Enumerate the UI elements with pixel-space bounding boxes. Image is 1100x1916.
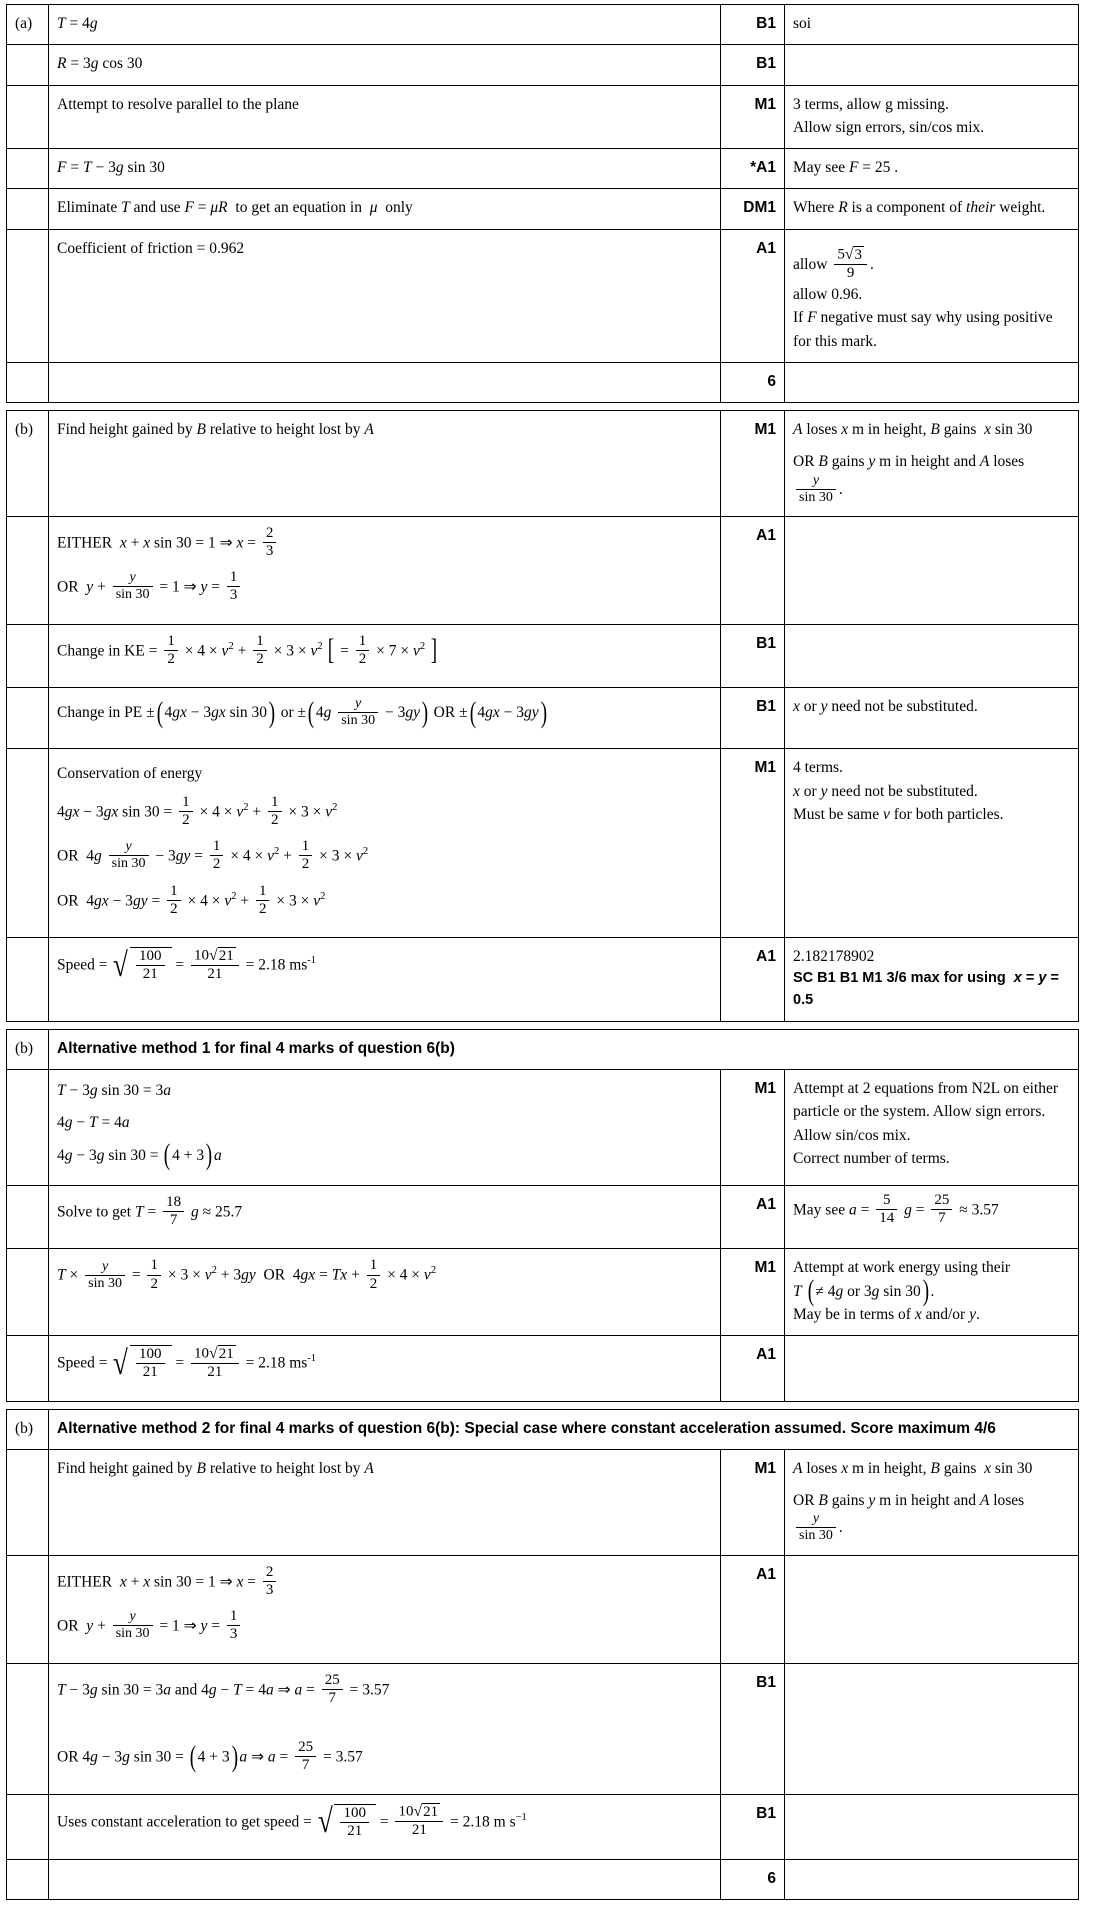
alt-method-1-heading: Alternative method 1 for final 4 marks of question 6(b): [49, 1029, 1079, 1069]
table-row: [7, 1449, 1079, 1555]
note-cell: [785, 938, 1079, 1022]
fraction-1-over-2: $\frac{1}{2}$: [268, 794, 282, 830]
working-cell: [49, 1663, 721, 1794]
part-label-blank: [7, 362, 49, 402]
working-cell: [49, 1336, 721, 1402]
table-row: [7, 1249, 1079, 1336]
mark-code: M1: [721, 1070, 785, 1186]
table-row: [7, 149, 1079, 189]
fraction-5-over-14: $\frac{5}{14}$: [876, 1192, 897, 1228]
working-cell: [49, 749, 721, 938]
working-line: Speed = √ $\frac{100}{21}$ = $\frac{10√21}{21}$ = 2.18 $ms^{-1}$: [57, 946, 317, 984]
section-total-b: 6: [721, 1860, 785, 1900]
note-cell: [785, 516, 1079, 624]
right-bracket: ]: [430, 634, 438, 667]
working-cell: Attempt to resolve parallel to the plane: [49, 85, 721, 149]
working-line: 4g − 3g sin 30 = ( 4 + 3) a: [57, 1138, 222, 1171]
working-line: EITHER x + x sin 30 = 1 ⇒ x = $\frac{2}{3}$: [57, 1565, 712, 1601]
fraction-y-over-sin30: $\frac{y}{\sin 30}$: [109, 839, 149, 872]
note-cell: [785, 1336, 1079, 1402]
note-cell: [785, 1249, 1079, 1336]
part-label-blank: [7, 149, 49, 189]
mark-code: B1: [721, 5, 785, 45]
fraction-10root21-over-21: $\frac{10√21}{21}$: [191, 1345, 239, 1382]
mark-scheme-table: [6, 4, 1079, 1900]
note-cell: [785, 45, 1079, 85]
fraction-1-over-2: $\frac{1}{2}$: [210, 838, 224, 874]
part-label-blank: [7, 1555, 49, 1663]
working-cell: [49, 1860, 721, 1900]
table-row: [7, 229, 1079, 362]
part-label-blank: [7, 1336, 49, 1402]
table-row-total: [7, 362, 1079, 402]
part-label-blank: [7, 1249, 49, 1336]
note-line: T ( ≠ 4g or 3g sin 30) .: [793, 1274, 935, 1307]
fraction-1-over-3: $\frac{1}{3}$: [227, 569, 241, 605]
working-cell: F = T − 3g sin 30: [49, 149, 721, 189]
fraction-1-over-2: $\frac{1}{2}$: [147, 1257, 161, 1293]
table-row-total: [7, 1860, 1079, 1900]
working-cell: [49, 362, 721, 402]
fraction-y-over-sin30: $\frac{y}{\sin 30}$: [85, 1259, 125, 1292]
note-cell: [785, 749, 1079, 938]
fraction-2-over-3: $\frac{2}{3}$: [263, 525, 277, 561]
note-line: A loses x m in height, B gains x sin 30: [793, 421, 1033, 438]
part-label-b: (b): [7, 1409, 49, 1449]
fraction-2-over-3: $\frac{2}{3}$: [263, 1564, 277, 1600]
mark-code: B1: [721, 624, 785, 688]
working-cell: [49, 1794, 721, 1860]
table-row: [7, 189, 1079, 229]
part-label-blank: [7, 85, 49, 149]
working-cell: Find height gained by B relative to height lost by A: [49, 1449, 721, 1555]
working-line: OR 4g $\frac{y}{\sin 30}$ − 3gy = $\frac{1}{2}$ × $4 \times v^2$ + $\frac{1}{2}$ × $3 \times v^2$: [57, 838, 369, 873]
fraction-1-over-2: $\frac{1}{2}$: [367, 1257, 381, 1293]
fraction-1-over-2: $\frac{1}{2}$: [167, 883, 181, 919]
part-label-blank: [7, 1794, 49, 1860]
mark-code: A1: [721, 1185, 785, 1249]
table-row: [7, 1663, 1079, 1794]
working-cell: Coefficient of friction = 0.962: [49, 229, 721, 362]
note-line: Must be same v for both particles.: [793, 805, 1004, 823]
fraction-10root21-over-21: $\frac{10√21}{21}$: [191, 947, 239, 984]
note-cell: [785, 1663, 1079, 1794]
mark-code: M1: [721, 1249, 785, 1336]
note-line: allow $\frac{5√3}{9}$ .: [793, 245, 874, 281]
part-label-blank: [7, 749, 49, 938]
note-cell: [785, 1794, 1079, 1860]
fraction-1-over-2: $\frac{1}{2}$: [356, 633, 370, 669]
mark-code: M1: [721, 411, 785, 517]
part-label-b: (b): [7, 1029, 49, 1069]
mark-code: *A1: [721, 149, 785, 189]
working-cell: [49, 624, 721, 688]
part-label-blank: [7, 624, 49, 688]
fraction-1-over-2: $\frac{1}{2}$: [164, 633, 178, 669]
table-row: [7, 1794, 1079, 1860]
working-line: OR 4gx − 3gy = $\frac{1}{2}$ × $4 \times v^2$ + $\frac{1}{2}$ × $3 \times v^2$: [57, 882, 326, 917]
part-label-blank: [7, 1449, 49, 1555]
working-line: Solve to get T = $\frac{18}{7}$ g ≈ 25.7: [57, 1193, 243, 1229]
note-line: 4 terms.: [793, 759, 843, 777]
table-row: [7, 1185, 1079, 1249]
sqrt-100-over-21: √ $\frac{100}{21}$: [111, 947, 171, 985]
fraction-y-over-sin30: $\frac{y}{\sin 30}$: [113, 1609, 153, 1642]
note-line-sc: SC B1 B1 M1 3/6 max for using x = y = 0.5: [793, 970, 1059, 1009]
table-row: [7, 1336, 1079, 1402]
working-cell: [49, 1185, 721, 1249]
note-cell: [785, 85, 1079, 149]
note-line: OR B gains y m in height and A loses $\frac{y}{\sin 30}$ .: [793, 453, 1025, 505]
note-line: 2.182178902: [793, 948, 875, 966]
mark-code: A1: [721, 229, 785, 362]
table-row-header: [7, 1029, 1079, 1069]
note-cell: [785, 1860, 1079, 1900]
table-row: [7, 938, 1079, 1022]
working-cell: [49, 516, 721, 624]
working-line: Change in KE = $\frac{1}{2}$ × $4 \times v^2$ + $\frac{1}{2}$ × $3 \times v^2$ [ = $\frac{1}{2}$ × $7 \times v^2$ ]: [57, 632, 438, 667]
fraction-1-over-2: $\frac{1}{2}$: [179, 794, 193, 830]
note-line: If F negative must say why using positive for this mark.: [793, 309, 1053, 350]
working-line: T − 3g sin 30 = 3a and 4g − T = 4a ⇒ a = $\frac{25}{7}$ = 3.57: [57, 1671, 390, 1706]
working-line: T × $\frac{y}{\sin 30}$ = $\frac{1}{2}$ × $3 \times v^2 + 3gy$ OR 4gx = Tx + $\frac{1}{2}$ × $4 \times v^2$: [57, 1257, 437, 1292]
sqrt-100-over-21: √ $\frac{100}{21}$: [111, 1345, 171, 1383]
fraction-1-over-2: $\frac{1}{2}$: [253, 633, 267, 669]
note-cell: May see a = $\frac{5}{14}$ g = $\frac{25}{7}$ ≈ 3.57: [785, 1185, 1079, 1249]
fraction-y-over-sin30: $\frac{y}{\sin 30}$: [338, 696, 378, 729]
part-label-blank: [7, 189, 49, 229]
working-cell: Eliminate T and use F = μR to get an equation in μ only: [49, 189, 721, 229]
note-cell: x or y need not be substituted.: [785, 688, 1079, 749]
note-cell: [785, 362, 1079, 402]
note-cell: May see F = 25 .: [785, 149, 1079, 189]
mark-code: B1: [721, 688, 785, 749]
mark-code: A1: [721, 1555, 785, 1663]
note-line: Attempt at 2 equations from N2L on either: [793, 1080, 1059, 1098]
note-cell: [785, 1070, 1079, 1186]
note-cell: [785, 411, 1079, 517]
fraction-y-over-sin30: $\frac{y}{\sin 30}$: [796, 473, 836, 506]
table-row: [7, 1070, 1079, 1186]
part-label-blank: [7, 938, 49, 1022]
working-heading: Conservation of energy: [57, 765, 203, 783]
part-label-blank: [7, 45, 49, 85]
note-line: Correct number of terms.: [793, 1149, 950, 1167]
part-label-blank: [7, 688, 49, 749]
working-line: OR y + $\frac{y}{\sin 30}$ = 1 ⇒ y = $\frac{1}{3}$: [57, 570, 712, 606]
table-row: [7, 5, 1079, 45]
section-total-a: 6: [721, 362, 785, 402]
note-cell: soi: [785, 5, 1079, 45]
fraction-25-over-7: $\frac{25}{7}$: [322, 1672, 343, 1708]
note-line: Allow sin/cos mix.: [793, 1126, 911, 1144]
working-cell: [49, 1070, 721, 1186]
note-line: Allow sign errors, sin/cos mix.: [793, 118, 985, 136]
sqrt-100-over-21: √ $\frac{100}{21}$: [316, 1804, 376, 1842]
working-line: OR 4g − 3g sin 30 = ( 4 + 3) a ⇒ a = $\frac{25}{7}$ = 3.57: [57, 1739, 363, 1774]
row-spacer: [7, 1401, 1079, 1409]
table-row: [7, 688, 1079, 749]
working-cell: T = 4g: [49, 5, 721, 45]
mark-code: A1: [721, 516, 785, 624]
row-spacer: [7, 1021, 1079, 1029]
note-cell: [785, 1449, 1079, 1555]
left-bracket: [: [328, 634, 335, 667]
fraction-5root3-over-9: $\frac{5√3}{9}$: [834, 246, 867, 283]
table-row: [7, 749, 1079, 938]
mark-code: DM1: [721, 189, 785, 229]
fraction-1-over-3: $\frac{1}{3}$: [227, 1608, 241, 1644]
mark-code: M1: [721, 85, 785, 149]
fraction-18-over-7: $\frac{18}{7}$: [163, 1194, 184, 1230]
working-line: 4g − T = 4a: [57, 1114, 130, 1132]
table-row: [7, 411, 1079, 517]
part-label-blank: [7, 229, 49, 362]
note-line: 3 terms, allow g missing.: [793, 95, 949, 113]
fraction-y-over-sin30: $\frac{y}{\sin 30}$: [796, 1511, 836, 1544]
part-label-blank: [7, 1663, 49, 1794]
part-label-blank: [7, 516, 49, 624]
note-cell: Where R is a component of their weight.: [785, 189, 1079, 229]
table-row: [7, 85, 1079, 149]
note-line: particle or the system. Allow sign errors.: [793, 1103, 1046, 1121]
working-cell: [49, 938, 721, 1022]
note-cell: [785, 1555, 1079, 1663]
note-line: allow 0.96.: [793, 286, 863, 303]
note-allow-label: allow: [793, 255, 828, 273]
working-cell: [49, 1249, 721, 1336]
fraction-y-over-sin30: $\frac{y}{\sin 30}$: [113, 570, 153, 603]
note-line: OR B gains y m in height and A loses $\frac{y}{\sin 30}$ .: [793, 1492, 1025, 1544]
mark-code: A1: [721, 938, 785, 1022]
table-row: [7, 1555, 1079, 1663]
part-label-b: (b): [7, 411, 49, 517]
mark-code: B1: [721, 1794, 785, 1860]
working-line: Speed = √ $\frac{100}{21}$ = $\frac{10√21}{21}$ = 2.18 $ms^{-1}$: [57, 1344, 317, 1382]
table-row: [7, 45, 1079, 85]
table-row: [7, 624, 1079, 688]
working-line: Change in PE ±( 4gx − 3gx sin 30) or ±( 4g $\frac{y}{\sin 30}$ − 3gy) OR ±( 4gx − 3gy): [57, 696, 547, 729]
working-cell: [49, 688, 721, 749]
working-line: 4gx − 3gx sin 30 = $\frac{1}{2}$ × $4 \times v^2$ + $\frac{1}{2}$ × $3 \times v^2$: [57, 793, 338, 828]
note-line: A loses x m in height, B gains x sin 30: [793, 1459, 1033, 1477]
working-line: T − 3g sin 30 = 3a: [57, 1082, 171, 1100]
part-label-blank: [7, 1070, 49, 1186]
mark-code: M1: [721, 1449, 785, 1555]
part-label-blank: [7, 1185, 49, 1249]
fraction-10root21-over-21: $\frac{10√21}{21}$: [395, 1803, 443, 1840]
table-row-header: [7, 1409, 1079, 1449]
note-line: May be in terms of x and/or y.: [793, 1305, 980, 1323]
alt-method-2-heading: Alternative method 2 for final 4 marks of question 6(b): Special case where constant acceleration assumed. Score maximum 4/6: [49, 1409, 1079, 1449]
table-row: [7, 516, 1079, 624]
mark-code: M1: [721, 749, 785, 938]
working-line: OR y + $\frac{y}{\sin 30}$ = 1 ⇒ y = $\frac{1}{3}$: [57, 1609, 712, 1645]
working-cell: [49, 1555, 721, 1663]
mark-code: B1: [721, 45, 785, 85]
note-line: Attempt at work energy using their: [793, 1259, 1011, 1277]
part-label-blank: [7, 1860, 49, 1900]
working-line: Uses constant acceleration to get speed = √ $\frac{100}{21}$ = $\frac{10√21}{21}$ = 2.18 m $s^{-1}$: [57, 1803, 527, 1841]
note-line: x or y need not be substituted.: [793, 782, 978, 800]
note-cell: [785, 229, 1079, 362]
fraction-1-over-2: $\frac{1}{2}$: [256, 883, 270, 919]
working-line: EITHER x + x sin 30 = 1 ⇒ x = $\frac{2}{3}$: [57, 526, 712, 562]
working-cell: Find height gained by B relative to height lost by A: [49, 411, 721, 517]
mark-code: A1: [721, 1336, 785, 1402]
fraction-1-over-2: $\frac{1}{2}$: [299, 838, 313, 874]
fraction-25-over-7: $\frac{25}{7}$: [295, 1739, 316, 1775]
note-cell: [785, 624, 1079, 688]
part-label-a: (a): [7, 5, 49, 45]
row-spacer: [7, 403, 1079, 411]
working-cell: R = 3g cos 30: [49, 45, 721, 85]
fraction-25-over-7: $\frac{25}{7}$: [931, 1192, 952, 1228]
mark-code: B1: [721, 1663, 785, 1794]
